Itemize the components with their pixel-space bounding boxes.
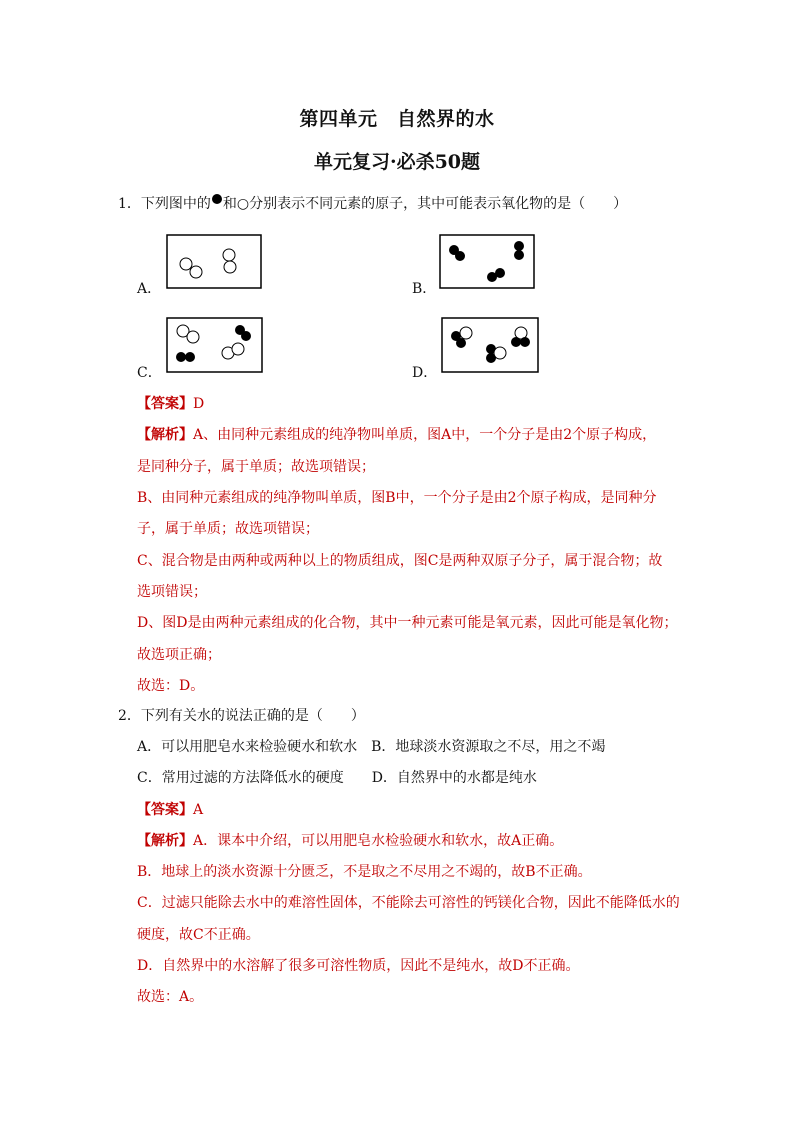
option-b-label: B． — [412, 281, 437, 297]
analysis-line: 故选项正确； — [137, 647, 221, 663]
page-subtitle: 单元复习·必杀50题 — [313, 151, 481, 173]
option-d-label: D． — [412, 365, 438, 381]
analysis-line — [137, 831, 563, 851]
analysis-line: 是同种分子，属于单质；故选项错误； — [137, 459, 375, 475]
page-title: 第四单元 自然界的水 — [299, 108, 495, 130]
analysis-tag: 【解析】 — [137, 833, 193, 849]
option-c-label: C． — [137, 365, 162, 381]
question-1-stem-after: 和○分别表示不同元素的原子，其中可能表示氧化物的是（ ） — [222, 196, 628, 212]
answer-value: A — [193, 802, 204, 818]
question-2-number: 2． — [118, 708, 141, 724]
analysis-tag: 【解析】 — [137, 427, 193, 443]
analysis-line: D、图D是由两种元素组成的化合物，其中一种元素可能是氧元素，因此可能是氧化物； — [137, 615, 678, 631]
question-2-stem — [118, 706, 365, 726]
analysis-line: C、混合物是由两种或两种以上的物质组成，图C是两种双原子分子，属于混合物；故 — [137, 553, 663, 569]
option-b-figure — [439, 234, 535, 289]
black-atom-icon — [212, 194, 222, 204]
analysis-line: 选项错误； — [137, 584, 207, 600]
question-2-stem-text: 下列有关水的说法正确的是（ ） — [140, 708, 365, 724]
analysis-line: B．地球上的淡水资源十分匮乏，不是取之不尽用之不竭的，故B不正确。 — [137, 864, 592, 880]
question-1-number: 1． — [118, 196, 141, 212]
analysis-line: B、由同种元素组成的纯净物叫单质，图B中，一个分子是由2个原子构成，是同种分 — [137, 490, 657, 506]
analysis-text: A、由同种元素组成的纯净物叫单质，图A中，一个分子是由2个原子构成， — [193, 427, 657, 443]
question-2-answer — [137, 800, 203, 820]
analysis-line: D．自然界中的水溶解了很多可溶性物质，因此不是纯水，故D不正确。 — [137, 958, 580, 974]
option-a-label: A． — [137, 281, 162, 297]
option-d-figure — [441, 317, 539, 373]
analysis-line: 子，属于单质；故选项错误； — [137, 521, 319, 537]
answer-value: D — [193, 396, 205, 412]
option-c-figure — [166, 317, 263, 373]
question-2-options-row: C．常用过滤的方法降低水的硬度 D．自然界中的水都是纯水 — [137, 770, 537, 786]
question-1-stem-before: 下列图中的 — [140, 196, 211, 212]
analysis-line: 硬度，故C不正确。 — [137, 927, 260, 943]
question-2-options-row: A．可以用肥皂水来检验硬水和软水 B．地球淡水资源取之不尽，用之不竭 — [137, 739, 606, 755]
analysis-line: 故选：D。 — [137, 678, 205, 694]
question-1-stem — [118, 194, 627, 214]
answer-tag: 【答案】 — [137, 396, 193, 412]
analysis-line: C．过滤只能除去水中的难溶性固体，不能除去可溶性的钙镁化合物，因此不能降低水的 — [137, 895, 680, 911]
analysis-line — [137, 425, 656, 445]
option-a-figure — [166, 234, 262, 289]
question-1-answer — [137, 394, 204, 414]
analysis-text: A．课本中介绍，可以用肥皂水检验硬水和软水，故A正确。 — [193, 833, 564, 849]
analysis-line: 故选：A。 — [137, 989, 204, 1005]
answer-tag: 【答案】 — [137, 802, 193, 818]
